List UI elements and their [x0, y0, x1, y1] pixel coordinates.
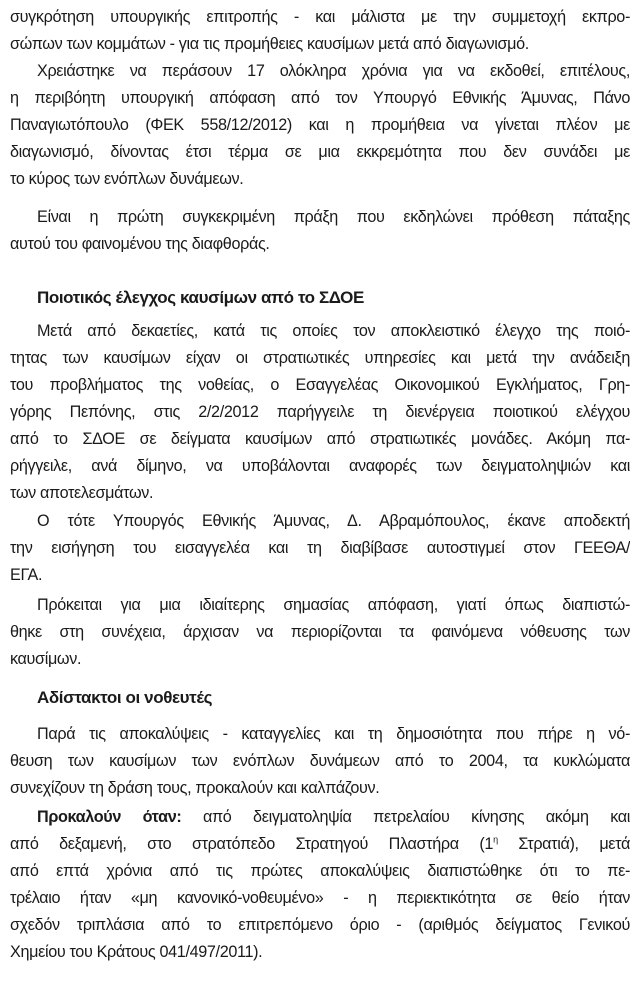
- text-line: [10, 912, 630, 939]
- line-text: καυσίμων.: [10, 650, 82, 668]
- paragraph: [10, 318, 630, 507]
- line-text: Χρειάστηκε να περάσουν 17 ολόκληρα χρόνια για να εκδοθεί, επιτέλους,: [37, 62, 630, 80]
- line-text: Στρατιά), μετά: [497, 835, 630, 853]
- text-line: [10, 858, 630, 885]
- line-text: σχεδόν τριπλάσια από το επιτρεπόμενο όριο - (αριθμός δείγματος Γενικού: [10, 916, 630, 934]
- line-text: του προβλήματος της νοθείας, ο Εσαγγελέας Οικονομικού Εγκλήματος, Γρη-: [10, 376, 630, 394]
- superscript: η: [493, 834, 498, 845]
- text-line: [10, 166, 630, 193]
- text-line: [10, 139, 630, 166]
- text-line: [10, 562, 630, 589]
- line-text: Χημείου του Κράτους 041/497/2011).: [10, 943, 263, 961]
- line-text: διαγωνισμό, δίνοντας έτσι τέρμα σε μια εκκρεμότητα που δεν συνάδει με: [10, 143, 630, 161]
- paragraph: [10, 58, 630, 193]
- paragraph: [10, 204, 630, 258]
- line-text: Ο τότε Υπουργός Εθνικής Άμυνας, Δ. Αβραμόπουλος, έκανε αποδεκτή: [37, 512, 630, 530]
- lead-in-bold: Προκαλούν όταν:: [37, 808, 182, 826]
- text-line: [10, 939, 630, 966]
- line-text: συνεχίζουν τη δράση τους, προκαλούν και καλπάζουν.: [10, 779, 380, 797]
- line-text: θευση των καυσίμων των ενόπλων δυνάμεων από το 2004, τα κυκλώματα: [10, 752, 630, 770]
- section-heading: Αδίστακτοι οι νοθευτές: [37, 688, 213, 707]
- line-text: Είναι η πρώτη συγκεκριμένη πράξη που εκδηλώνει πρόθεση πάταξης: [37, 208, 630, 226]
- line-text: τητας των καυσίμων είχαν οι στρατιωτικές υπηρεσίες και μετά την ανάδειξη: [10, 349, 630, 367]
- text-line: [10, 85, 630, 112]
- text-line: [10, 775, 630, 802]
- line-text: τρέλαιο ήταν «μη κανονικό-νοθευμένο» - η περιεκτικότητα σε θείο ήταν: [10, 889, 630, 907]
- text-line: [10, 31, 630, 58]
- line-text: συγκρότηση υπουργικής επιτροπής - και μάλιστα με την συμμετοχή εκπρο-: [10, 8, 630, 26]
- text-line: [10, 4, 630, 31]
- text-line: [10, 112, 630, 139]
- text-line: [10, 592, 630, 619]
- line-text: Μετά από δεκαετίες, κατά τις οποίες τον αποκλειστικό έλεγχο της ποιό-: [37, 322, 630, 340]
- text-line: [10, 748, 630, 775]
- line-text: από επτά χρόνια από τις πρώτες αποκαλύψεις διαπιστώθηκε ότι το πε-: [10, 862, 630, 880]
- paragraph: [10, 721, 630, 802]
- line-text: ρήγγειλε, ανά δίμηνο, να υποβάλονται αναφορές των δειγματοληψιών και: [10, 457, 630, 475]
- text-line: [10, 426, 630, 453]
- text-line: [10, 58, 630, 85]
- paragraph: [10, 804, 630, 966]
- text-line: [10, 508, 630, 535]
- line-text: από δεξαμενή, στο στρατόπεδο Στρατηγού Πλαστήρα (1: [10, 835, 494, 853]
- paragraph: [10, 4, 630, 58]
- text-line: [10, 619, 630, 646]
- line-text: η περιβόητη υπουργική απόφαση από τον Υπουργό Εθνικής Άμυνας, Πάνο: [10, 89, 630, 107]
- text-line: [10, 804, 630, 831]
- text-line: [10, 399, 630, 426]
- section-heading: Ποιοτικός έλεγχος καυσίμων από το ΣΔΟΕ: [37, 288, 364, 307]
- text-line: [10, 831, 630, 858]
- line-text: σώπων των κομμάτων - για τις προμήθειες καυσίμων μετά από διαγωνισμό.: [10, 35, 529, 53]
- text-line: [10, 885, 630, 912]
- line-text: Παρά τις αποκαλύψεις - καταγγελίες και τη δημοσιότητα που πήρε η νό-: [37, 725, 630, 743]
- text-line: [10, 318, 630, 345]
- paragraph: [10, 592, 630, 673]
- text-line: [10, 345, 630, 372]
- line-text: από δειγματοληψία πετρελαίου κίνησης ακόμη και: [202, 808, 630, 826]
- line-text: από το ΣΔΟΕ σε δείγματα καυσίμων από στρατιωτικές μονάδες. Ακόμη πα-: [10, 430, 630, 448]
- text-line: [10, 231, 630, 258]
- line-text: θηκε στη συνέχεια, άρχισαν να περιορίζονται τα φαινόμενα νόθευσης των: [10, 623, 630, 641]
- line-text: των αποτελεσμάτων.: [10, 484, 154, 502]
- line-text: Πρόκειται για μια ιδιαίτερης σημασίας απόφαση, γιατί όπως διαπιστώ-: [37, 596, 630, 614]
- line-text: αυτού του φαινομένου της διαφθοράς.: [10, 235, 270, 253]
- text-line: [10, 204, 630, 231]
- text-line: [10, 721, 630, 748]
- text-line: [10, 480, 630, 507]
- text-line: [10, 646, 630, 673]
- text-line: [10, 535, 630, 562]
- line-text: την εισήγηση του εισαγγελέα και τη διαβίβασε αυτοστιγμεί στον ΓΕΕΘΑ/: [10, 539, 630, 557]
- line-text: Παναγιωτόπουλο (ΦΕΚ 558/12/2012) και η προμήθεια να γίνεται πλέον με: [10, 116, 630, 134]
- line-text: γόρης Πεπόνης, στις 2/2/2012 παρήγγειλε τη διενέργεια ποιοτικού ελέγχου: [10, 403, 630, 421]
- text-line: [10, 372, 630, 399]
- line-text: το κύρος των ενόπλων δυνάμεων.: [10, 170, 244, 188]
- text-line: [10, 453, 630, 480]
- paragraph: [10, 508, 630, 589]
- line-text: ΕΓΑ.: [10, 566, 43, 584]
